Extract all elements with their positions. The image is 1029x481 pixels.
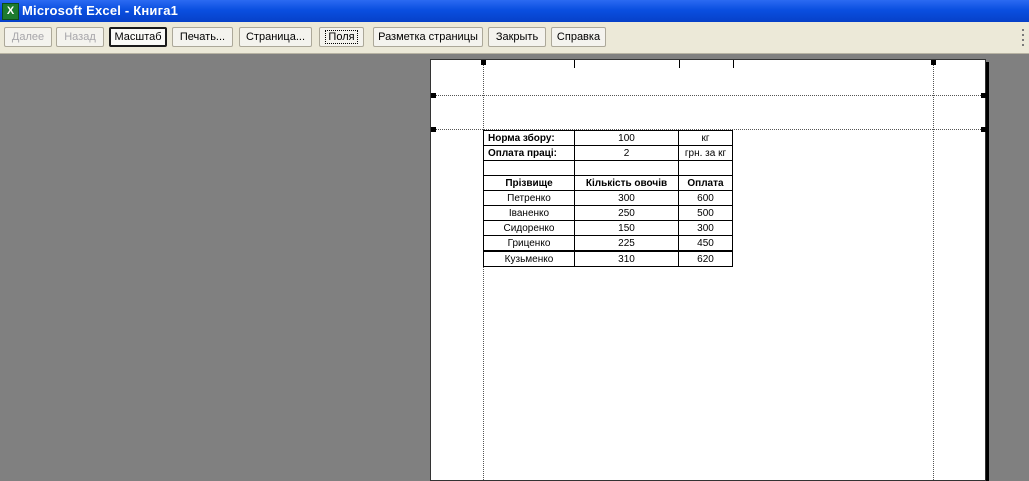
toolbar-grip-icon	[1021, 27, 1027, 49]
norm-value: 100	[575, 131, 679, 146]
print-preview-toolbar	[0, 22, 1029, 54]
quantity-cell: 300	[575, 191, 679, 206]
page-setup-button[interactable]: Страница...	[239, 27, 312, 47]
right-margin-line[interactable]	[933, 60, 934, 480]
help-button[interactable]: Справка	[551, 27, 606, 47]
column-header: Оплата	[679, 176, 733, 191]
table-row	[484, 131, 733, 146]
pay-label: Оплата праці:	[484, 146, 575, 161]
table-row	[484, 221, 733, 236]
margin-handle[interactable]	[981, 127, 986, 132]
empty-cell	[575, 161, 679, 176]
page-break-preview-button[interactable]: Разметка страницы	[373, 27, 483, 47]
quantity-cell: 225	[575, 236, 679, 252]
margin-handle[interactable]	[931, 60, 936, 65]
column-header: Прізвище	[484, 176, 575, 191]
pay-value: 2	[575, 146, 679, 161]
left-margin-line[interactable]	[483, 60, 484, 480]
back-button[interactable]: Назад	[56, 27, 104, 47]
column-handle[interactable]	[679, 60, 680, 68]
title-bar	[0, 0, 1029, 22]
empty-cell	[484, 161, 575, 176]
surname-cell: Кузьменко	[484, 251, 575, 267]
payment-cell: 620	[679, 251, 733, 267]
surname-cell: Гриценко	[484, 236, 575, 252]
worksheet-table	[483, 130, 733, 267]
preview-page	[430, 59, 986, 481]
payment-cell: 500	[679, 206, 733, 221]
surname-cell: Іваненко	[484, 206, 575, 221]
table-row	[484, 251, 733, 267]
next-button[interactable]: Далее	[4, 27, 52, 47]
payment-cell: 600	[679, 191, 733, 206]
column-handle[interactable]	[574, 60, 575, 68]
window-title: Microsoft Excel - Книга1	[22, 3, 179, 18]
close-button[interactable]: Закрыть	[488, 27, 546, 47]
quantity-cell: 250	[575, 206, 679, 221]
zoom-button[interactable]: Масштаб	[109, 27, 167, 47]
table-row	[484, 161, 733, 176]
print-button[interactable]: Печать...	[172, 27, 233, 47]
payment-cell: 300	[679, 221, 733, 236]
payment-cell: 450	[679, 236, 733, 252]
norm-unit: кг	[679, 131, 733, 146]
empty-cell	[679, 161, 733, 176]
margins-button[interactable]: Поля	[319, 27, 364, 47]
surname-cell: Петренко	[484, 191, 575, 206]
column-handle[interactable]	[733, 60, 734, 68]
margin-handle[interactable]	[981, 93, 986, 98]
excel-icon: X	[2, 3, 19, 20]
margin-handle[interactable]	[431, 127, 436, 132]
table-row	[484, 176, 733, 191]
column-header: Кількість овочів	[575, 176, 679, 191]
quantity-cell: 310	[575, 251, 679, 267]
norm-label: Норма збору:	[484, 131, 575, 146]
header-margin-line[interactable]	[431, 95, 985, 96]
table-row	[484, 146, 733, 161]
table-row	[484, 191, 733, 206]
margin-handle[interactable]	[481, 60, 486, 65]
surname-cell: Сидоренко	[484, 221, 575, 236]
pay-unit: грн. за кг	[679, 146, 733, 161]
quantity-cell: 150	[575, 221, 679, 236]
table-row	[484, 206, 733, 221]
margin-handle[interactable]	[431, 93, 436, 98]
table-row	[484, 236, 733, 252]
